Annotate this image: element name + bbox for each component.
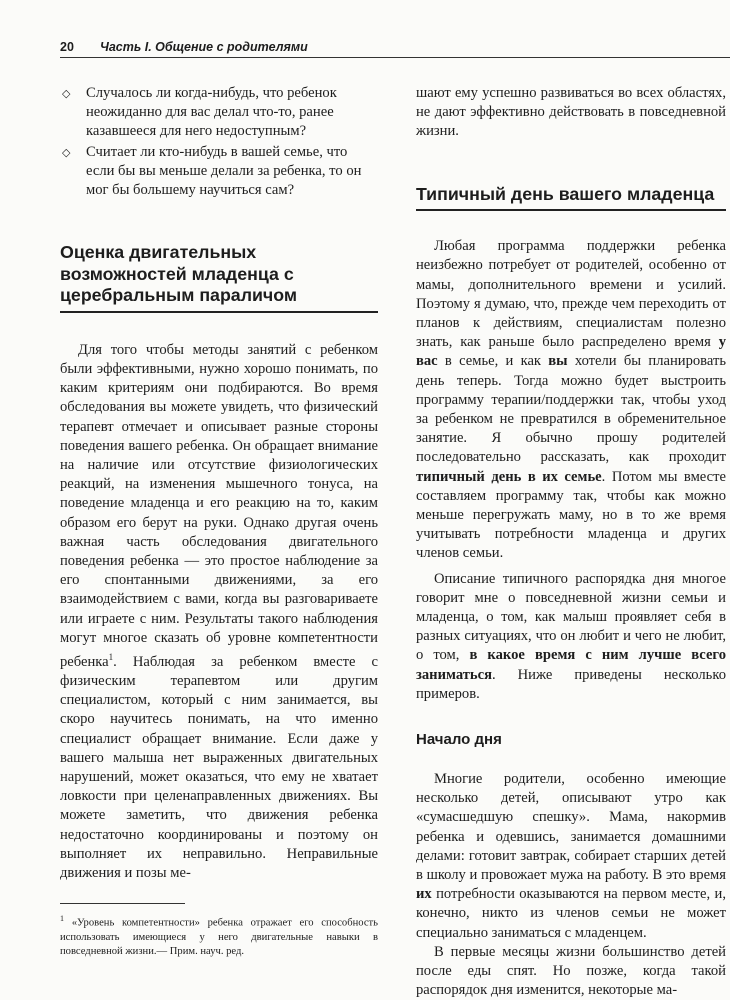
footnote-marker[interactable]: 1 <box>108 651 114 662</box>
section-heading-motor-assessment: Оценка двигательных возможностей младенца с церебральным параличом <box>60 242 378 313</box>
section-heading-typical-day: Типичный день вашего младенца <box>416 184 726 212</box>
list-item: ◇ Случалось ли когда-нибудь, что ребенок неожиданно для вас делал что-то, ранее казавшееся для него недоступным? <box>62 85 337 140</box>
right-column <box>416 84 726 1000</box>
footnote-rule <box>60 903 185 904</box>
footnote: $^1$ «Уровень компетентности» ребенка отражает его способность использовать имеющиеся у него двигательные навыки в повседневной жизни.— Прим. науч. ред. <box>60 914 378 957</box>
body-paragraph: Многие родители, особенно имеющие несколько детей, описывают утро как «сумасшедшую спешку». Мама, накормив ребенка и одевшись, занимается домашними делами: готовит завтрак, собирает старших детей в школу и провожает мужа на работу. В это время их потребности оказываются на первом месте, и, конечно, никто из членов семьи не может специально заниматься с младенцем. <box>416 770 726 941</box>
diamond-bullet-icon: ◇ <box>62 145 71 159</box>
continued-paragraph: шают ему успешно развиваться во всех областях, не дают эффективно действовать в повседневной жизни. <box>416 85 726 140</box>
body-paragraph: В первые месяцы жизни большинство детей после еды спят. Но позже, когда такой распорядок дня изменится, некоторые ма- <box>416 943 726 999</box>
list-item: ◇ Считает ли кто-нибудь в вашей семье, что если бы вы меньше делали за ребенка, то он мог бы большему научиться сам? <box>62 143 362 199</box>
diamond-bullet-icon: ◇ <box>62 87 71 100</box>
chapter-title: Часть I. Общение с родителями <box>100 40 308 54</box>
body-paragraph: Любая программа поддержки ребенка неизбежно потребует от родителей, особенно от мамы, дополнительного времени и усилий. Поэтому я думаю, что, прежде чем переходить от планов к действиям, специалистам полезно знать, как раньше было распределено время у вас в семье, и как вы хотели бы планировать день теперь. Тогда можно будет выстроить программу терапии/поддержки так, чтобы уход за ребенком не превратился в обременительное занятие. Я обычно прошу родителей последовательно рассказать, как проходит типичный день в их семье. Потом мы вместе составляем программу так, чтобы как можно меньше перегружать маму, но в то же время учитывать потребности младенца и других членов семьи. <box>416 238 726 562</box>
question-list <box>60 84 378 200</box>
left-column <box>60 84 378 959</box>
body-paragraph: Для того чтобы методы занятий с ребенком были эффективными, нужно хорошо понимать, по каким критериям они подбираются. Во время обследования вы можете увидеть, что физический терапевт отмечает и описывает разные стороны поведения вашего ребенка. Он обращает внимание на наличие или отсутствие физиологических реакций, на изменения мышечного тонуса, на поведение младенца и его реакцию на то, каким образом его берут на руки. Однако другая очень важная часть обследования двигательного поведения ребенка — это простое наблюдение за его спонтанными движениями, за его взаимодействием с вами, когда вы разговариваете или играете с ним. Результаты такого наблюдения могут многое сказать об уровне компетентности ребенка$^1$. Наблюдая за ребенком вместе с физическим терапевтом или другим специалистом, который с ним занимается, вы скоро научитесь понимать, на что именно специалист обращает внимание. Если даже у вашего малыша нет выраженных двигательных нарушений, может оказаться, что ему не хватает ловкости при целенаправленных движениях. Вы можете заметить, что движения ребенка недостаточно координированы и поэтому он выполняет их неправильно. Неправильные движения и позы ме- <box>60 341 378 882</box>
subheading-start-of-day: Начало дня <box>416 730 502 748</box>
body-paragraph: Описание типичного распорядка дня многое говорит мне о повседневной жизни семьи и младенца, о том, как малыш проявляет себя в разных ситуациях, что он любит и чего не любит, о том, в какое время с ним лучше всего заниматься. Ниже приведены несколько примеров. <box>416 570 726 702</box>
header-rule <box>60 57 730 58</box>
page-number: 20 <box>60 40 74 54</box>
running-header <box>60 40 730 60</box>
